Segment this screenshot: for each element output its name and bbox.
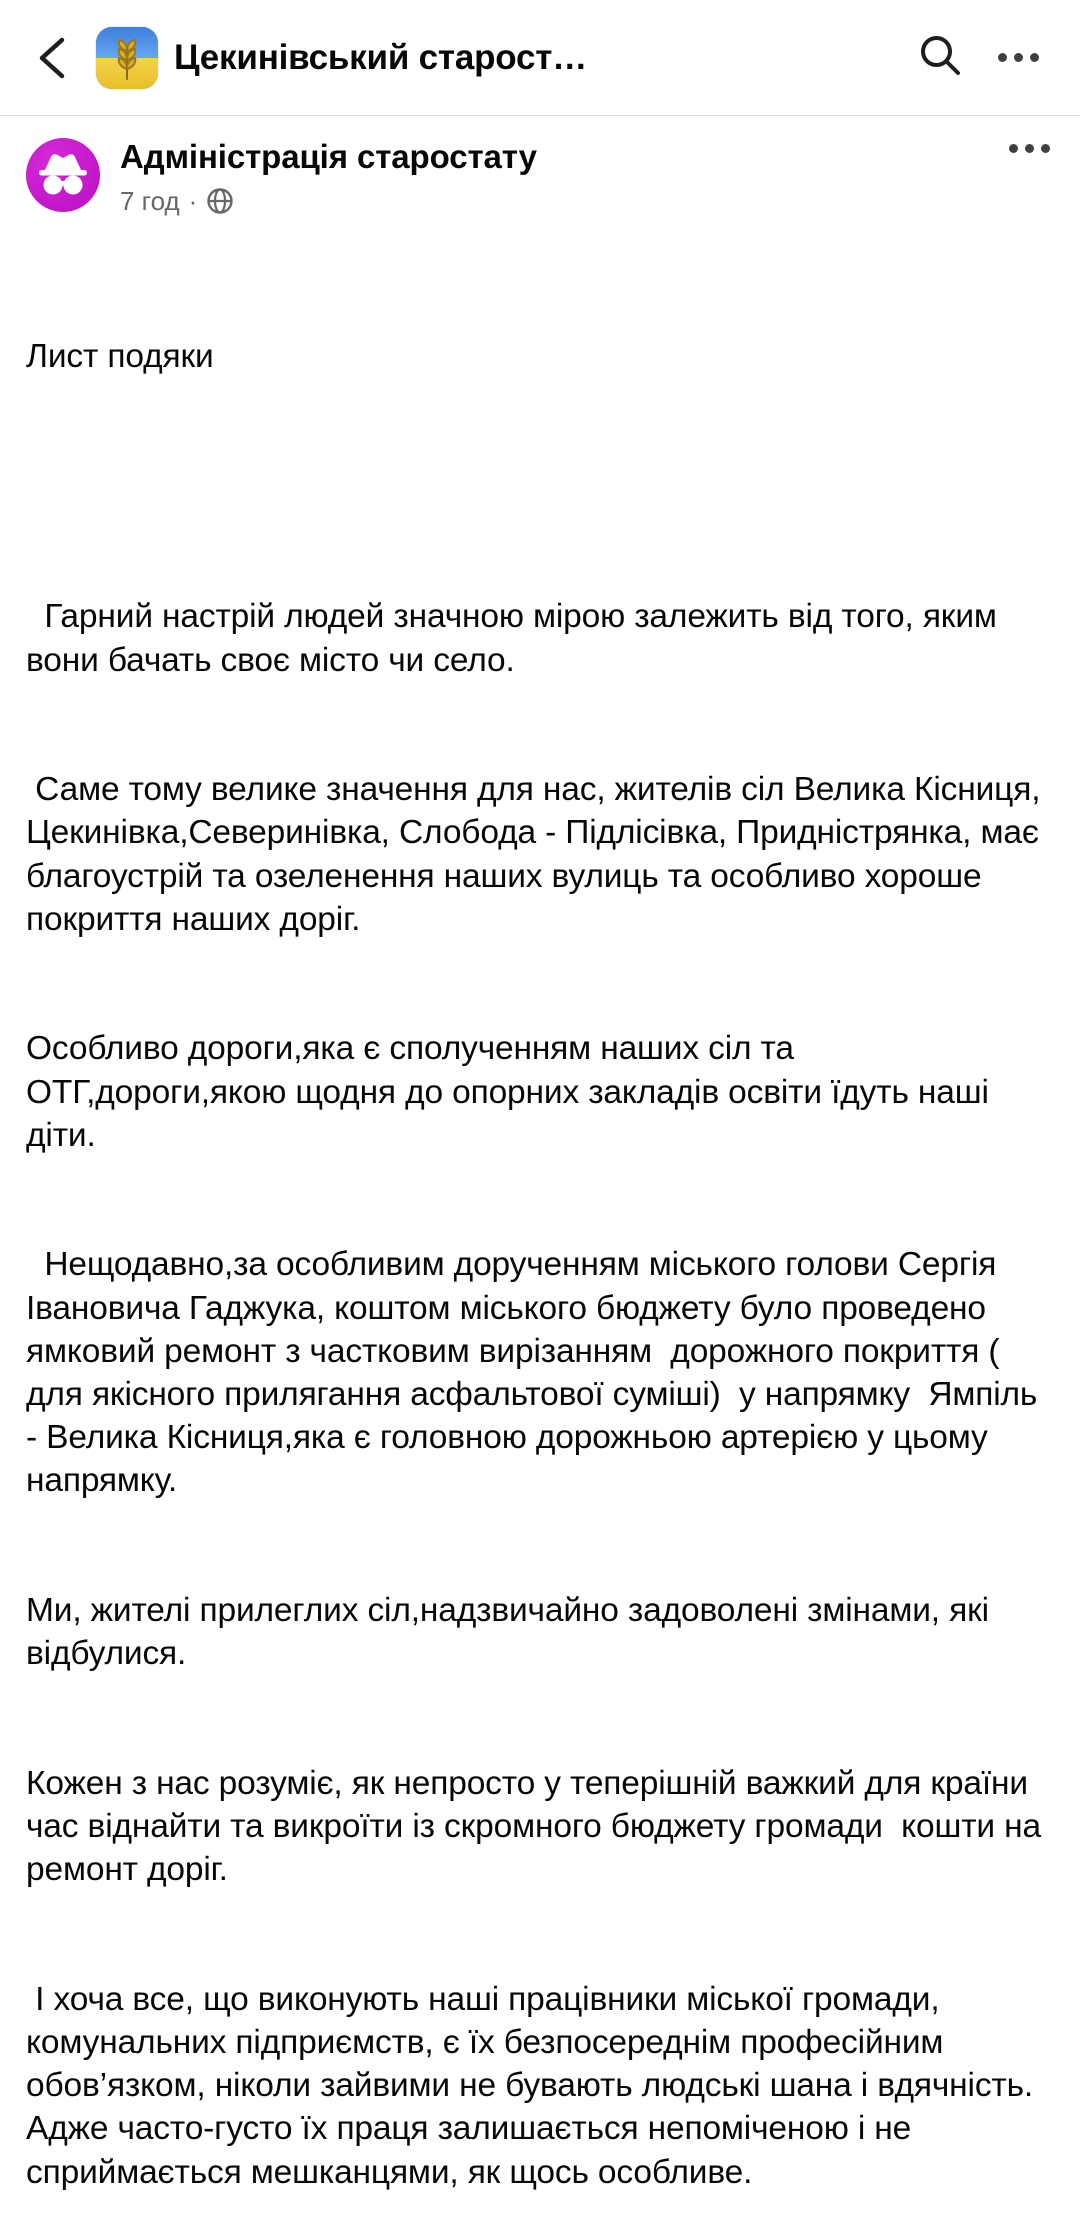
post-meta-row — [120, 186, 990, 217]
post-spacer — [26, 465, 1054, 509]
page-title[interactable]: Цекинівський старост… — [174, 37, 588, 77]
back-button[interactable] — [26, 30, 82, 86]
post-author-block — [120, 138, 990, 217]
post-body — [0, 223, 1080, 2237]
post-paragraph: Кожен з нас розуміє, як непросто у теперішній важкий для країни час віднайти та викроїти із скромного бюджету громади кошти на ремонт доріг. — [26, 1764, 1051, 1889]
search-icon — [916, 31, 964, 84]
post-more-options-button[interactable] — [990, 138, 1050, 184]
globe-icon[interactable] — [206, 187, 234, 215]
post-title-line: Лист подяки — [26, 338, 214, 376]
wheat-icon — [102, 33, 152, 83]
post-timestamp[interactable]: 7 год — [120, 185, 180, 216]
post-paragraph: І хоча все, що виконують наші працівники міської громади, комунальних підприємств, є їх безпосереднім професійним обов’язком, ніколи зайвими не бувають людські шана і вдячність. Адже часто-густо їх праця залишається непоміченою і не сприймається мешканцями, як щось особливе. — [26, 1980, 1043, 2191]
post-paragraph: Гарний настрій людей значною мірою залежить від того, яким вони бачать своє місто чи село. — [26, 598, 1006, 679]
post-paragraph: Особливо дороги,яка є сполученням наших сіл та ОТГ,дороги,якою щодня до опорних закладів освіти їдуть наші діти. — [26, 1030, 998, 1154]
post-author-name[interactable]: Адміністрація старостату — [120, 138, 537, 175]
chevron-left-icon — [34, 35, 74, 81]
avatar[interactable] — [26, 138, 100, 212]
post-paragraph: Ми, жителі прилеглих сіл,надзвичайно задоволені змінами, які відбулися. — [26, 1592, 1017, 1673]
meta-separator: · — [188, 185, 198, 216]
post-paragraph: Саме тому велике значення для нас, жителів сіл Велика Кісниця, Цекинівка,Северинівка, Слобода - Підлісівка, Придністрянка, має благоустрій та озеленення наших вулиць та особливо хороше покриття наших доріг. — [26, 771, 1050, 938]
search-button[interactable] — [908, 26, 972, 90]
page-avatar[interactable] — [96, 27, 158, 89]
more-options-button[interactable] — [986, 26, 1050, 90]
incognito-avatar-icon — [37, 151, 89, 199]
more-options-icon — [998, 53, 1039, 62]
post-paragraph: Нещодавно,за особливим дорученням міського голови Сергія Івановича Гаджука, коштом міського бюджету було проведено ямковий ремонт з частковим вирізанням дорожного покриття ( для якісного прилягання асфальтової суміші) у напрямку Ямпіль - Велика Кісниця,яка є головною дорожньою артерією у цьому напрямку. — [26, 1246, 1047, 1500]
post-more-options-icon — [1009, 144, 1050, 153]
top-navigation-bar — [0, 0, 1080, 115]
post-header — [0, 116, 1080, 223]
